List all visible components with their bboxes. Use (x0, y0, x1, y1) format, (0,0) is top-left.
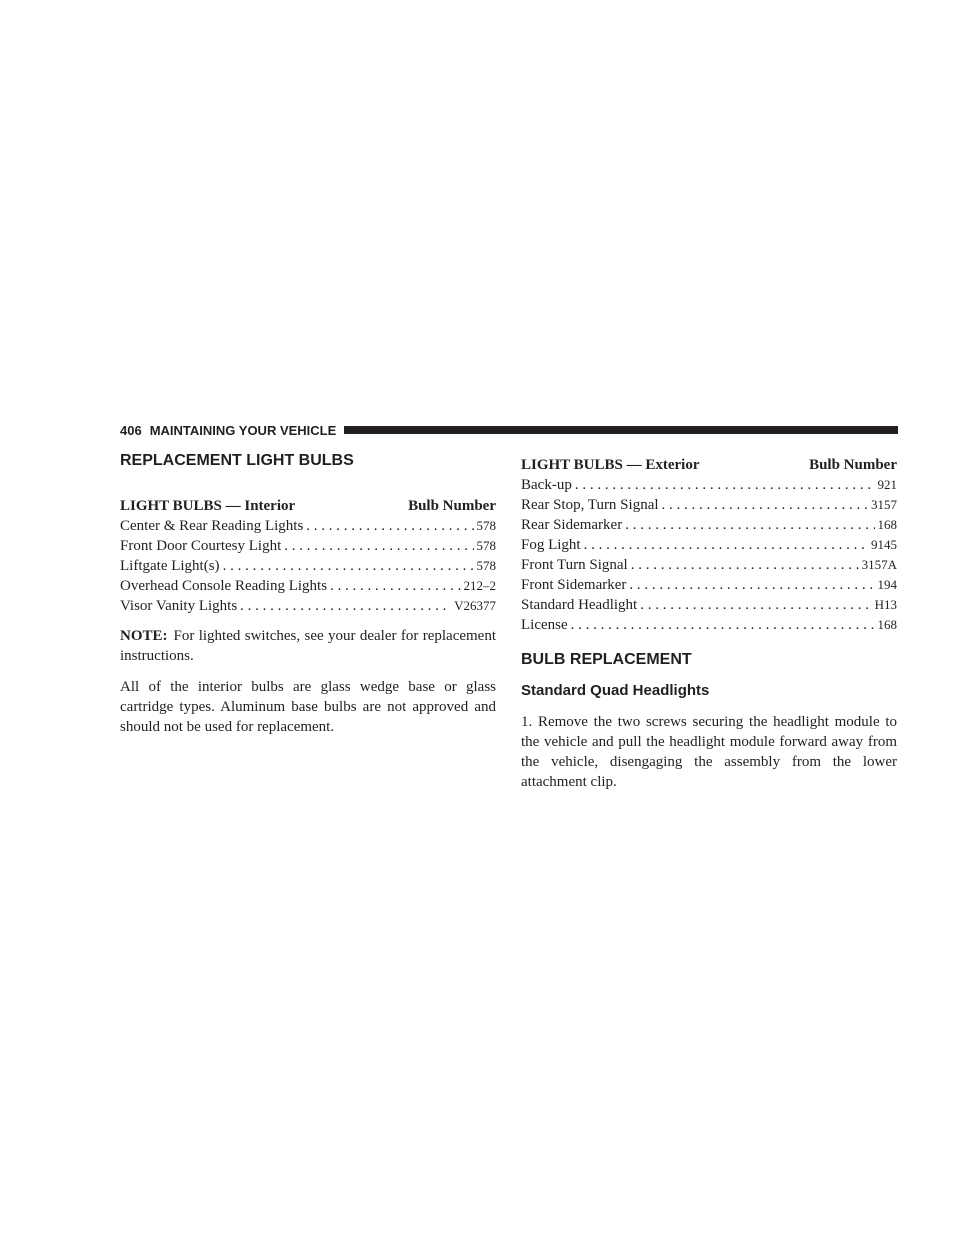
row-label: Fog Light (521, 537, 581, 553)
table-row (521, 615, 897, 635)
table-row (521, 555, 897, 575)
exterior-col-bulb: Bulb Number (809, 457, 897, 473)
header-rule (344, 426, 898, 434)
left-column (120, 450, 496, 737)
row-value: 3157 (871, 497, 897, 512)
row-label: License (521, 617, 568, 633)
row-value: H13 (874, 597, 897, 612)
section-title: MAINTAINING YOUR VEHICLE (149, 422, 337, 438)
page-header (120, 423, 898, 437)
row-label: Overhead Console Reading Lights (120, 578, 328, 594)
leader-dots (629, 575, 874, 595)
table-row (120, 576, 496, 596)
note-label: NOTE: (120, 628, 168, 644)
table-row (521, 495, 897, 515)
row-value: 212–2 (463, 578, 496, 593)
interior-table-header (120, 496, 496, 516)
leader-dots (640, 595, 871, 615)
row-label: Center & Rear Reading Lights (120, 518, 304, 534)
interior-col-bulb: Bulb Number (408, 498, 496, 514)
leader-dots (662, 495, 868, 515)
note-paragraph (120, 626, 496, 666)
right-column (521, 450, 897, 792)
table-row (521, 475, 897, 495)
row-value: 9145 (871, 537, 897, 552)
quad-headlights-heading: Standard Quad Headlights (521, 682, 710, 699)
leader-dots (240, 596, 451, 616)
leader-dots (584, 535, 868, 555)
row-label: Standard Headlight (521, 597, 638, 613)
interior-col-label: LIGHT BULBS — Interior (120, 498, 296, 514)
row-label: Front Turn Signal (521, 557, 628, 573)
row-label: Rear Sidemarker (521, 517, 623, 533)
leader-dots (306, 516, 473, 536)
row-label: Visor Vanity Lights (120, 598, 238, 614)
exterior-table-header (521, 455, 897, 475)
note-text: For lighted switches, see your dealer for replacement instructions. (120, 628, 496, 664)
bulb-replacement-heading: BULB REPLACEMENT (521, 651, 692, 668)
table-row (120, 556, 496, 576)
row-value: 194 (877, 577, 897, 592)
row-value: 921 (877, 477, 897, 492)
row-value: 3157A (861, 557, 897, 572)
table-row (120, 596, 496, 616)
row-label: Rear Stop, Turn Signal (521, 497, 659, 513)
table-row (521, 575, 897, 595)
leader-dots (625, 515, 874, 535)
table-row (521, 595, 897, 615)
exterior-bulb-list (521, 475, 897, 635)
table-row (120, 516, 496, 536)
page-number: 406 (120, 422, 142, 438)
row-value: 578 (476, 558, 496, 573)
row-label: Front Door Courtesy Light (120, 538, 282, 554)
interior-bulb-paragraph: All of the interior bulbs are glass wedge base or glass cartridge types. Aluminum base bulbs are not approved and should not be used for replacement. (120, 679, 496, 735)
row-label: Back-up (521, 477, 572, 493)
row-value: 578 (476, 538, 496, 553)
row-label: Liftgate Light(s) (120, 558, 220, 574)
table-row (521, 515, 897, 535)
row-value: 168 (877, 617, 897, 632)
leader-dots (223, 556, 474, 576)
leader-dots (571, 615, 875, 635)
exterior-col-label: LIGHT BULBS — Exterior (521, 457, 700, 473)
leader-dots (330, 576, 460, 596)
leader-dots (631, 555, 859, 575)
row-value: 168 (877, 517, 897, 532)
row-value: V26377 (454, 598, 496, 613)
row-label: Front Sidemarker (521, 577, 627, 593)
table-row (521, 535, 897, 555)
leader-dots (284, 536, 473, 556)
step-1-paragraph: 1. Remove the two screws securing the headlight module to the vehicle and pull the headlight module forward away from the vehicle, disengaging the assembly from the lower attachment clip. (521, 714, 897, 790)
row-value: 578 (476, 518, 496, 533)
interior-bulb-list (120, 516, 496, 616)
table-row (120, 536, 496, 556)
leader-dots (575, 475, 875, 495)
replacement-bulbs-heading: REPLACEMENT LIGHT BULBS (120, 452, 354, 469)
